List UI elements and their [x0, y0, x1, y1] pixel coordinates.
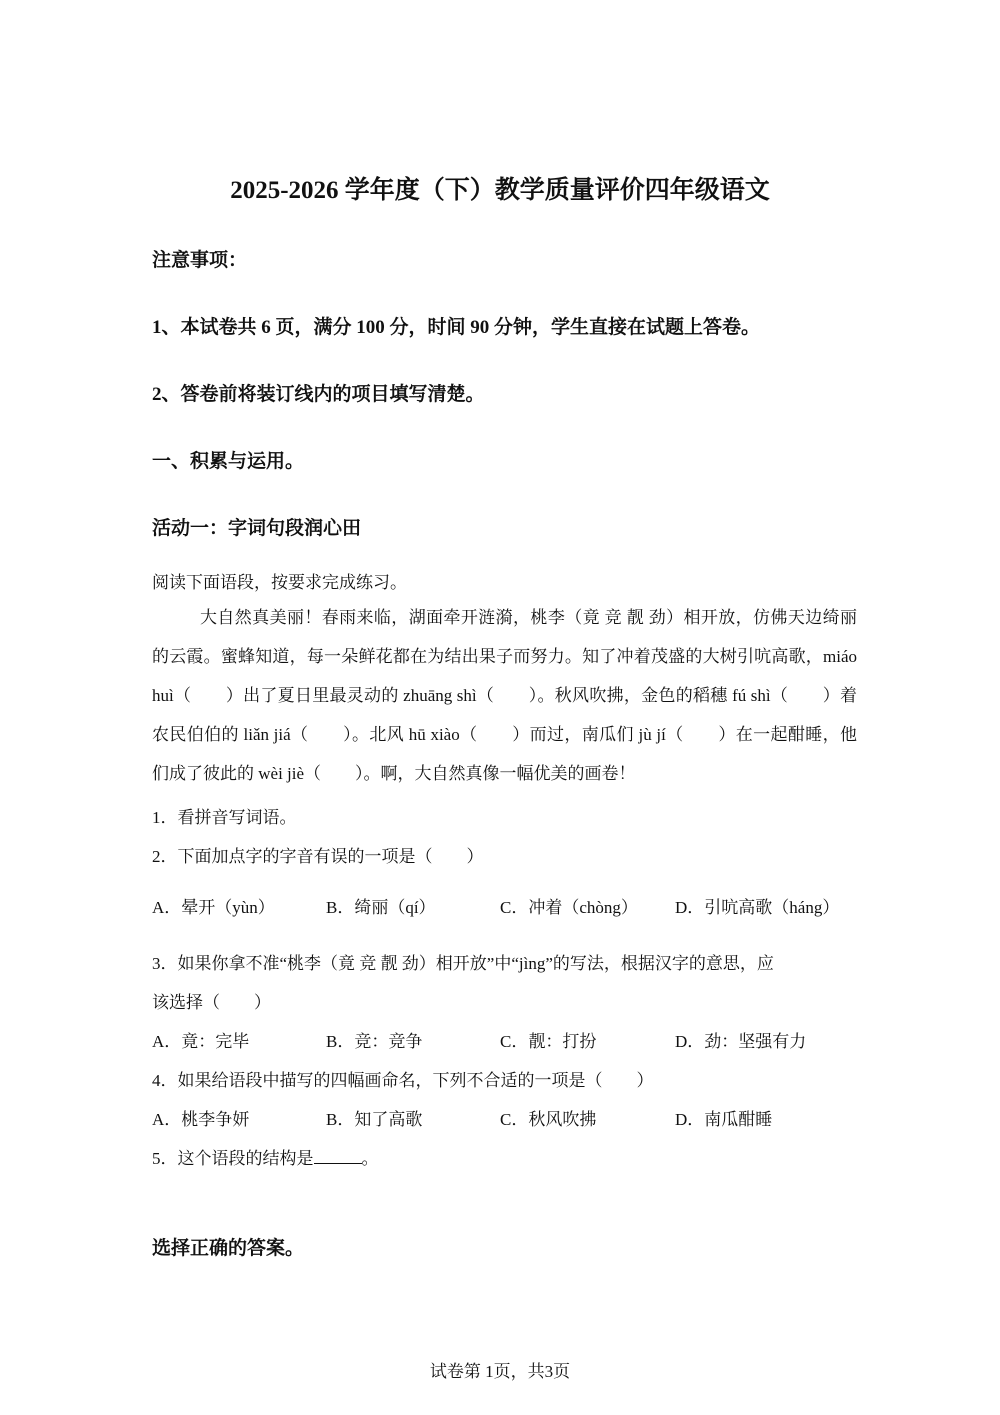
question-3-line-2: 该选择（ ）: [152, 993, 271, 1012]
q3-option-b: B．竞：竞争: [326, 1032, 423, 1051]
q3-option-a: A．竟：完毕: [152, 1032, 250, 1051]
instruction-text: 阅读下面语段，按要求完成练习。: [152, 573, 407, 592]
q3-option-c: C．靓：打扮: [500, 1032, 597, 1051]
question-5: [152, 1144, 379, 1169]
question-1: 1．看拼音写词语。: [152, 808, 297, 827]
reading-passage: 大自然真美丽！春雨来临，湖面牵开涟漪，桃李（竟 竞 靓 劲）相开放，仿佛天边绮丽的云霞。蜜蜂知道，每一朵鲜花都在为结出果子而努力。知了冲着茂盛的大树引吭高歌，miáo huì（ ）出了夏日里最灵动的 zhuāng shì（ ）。秋风吹拂，金色的稻穗 fú shì（ ）着农民伯伯的 liǎn jiá（ ）。北风 hū xiào（ ）而过，南瓜们 jù jí（ ）在一起酣睡，他们成了彼此的 wèi jiè（ ）。啊，大自然真像一幅优美的画卷！: [152, 608, 857, 783]
question-3-line-1: 3．如果你拿不准“桃李（竟 竞 靓 劲）相开放”中“jìng”的写法，根据汉字的意思，应: [152, 954, 774, 973]
page-footer: 试卷第 1页，共3页: [429, 1362, 571, 1381]
q3-option-d: D．劲：坚强有力: [675, 1032, 807, 1051]
note-2: 2、答卷前将装订线内的项目填写清楚。: [152, 384, 485, 405]
q4-option-b: B．知了高歌: [326, 1110, 423, 1129]
question-2: 2．下面加点字的字音有误的一项是（ ）: [152, 847, 484, 866]
activity-1-heading: 活动一：字词句段润心田: [152, 518, 362, 539]
answer-blank[interactable]: [314, 1149, 362, 1164]
question-5-prefix: 5．这个语段的结构是: [152, 1149, 314, 1168]
q2-option-a: A．晕开（yùn）: [152, 898, 275, 917]
q2-option-b: B．绮丽（qí）: [326, 898, 436, 917]
question-4: 4．如果给语段中描写的四幅画命名，下列不合适的一项是（ ）: [152, 1071, 654, 1090]
notes-heading: 注意事项：: [152, 250, 248, 271]
q4-option-a: A．桃李争妍: [152, 1110, 250, 1129]
q2-option-d: D．引吭高歌（háng）: [675, 898, 840, 917]
note-1: 1、本试卷共 6 页，满分 100 分，时间 90 分钟，学生直接在试题上答卷。: [152, 317, 761, 338]
q2-option-c: C．冲着（chòng）: [500, 898, 638, 917]
choice-section-heading: 选择正确的答案。: [152, 1238, 305, 1259]
q4-option-d: D．南瓜酣睡: [675, 1110, 773, 1129]
exam-title: 2025-2026 学年度（下）教学质量评价四年级语文: [230, 177, 770, 204]
question-5-suffix: 。: [361, 1149, 379, 1168]
q4-option-c: C．秋风吹拂: [500, 1110, 597, 1129]
section-1-heading: 一、积累与运用。: [152, 451, 305, 472]
